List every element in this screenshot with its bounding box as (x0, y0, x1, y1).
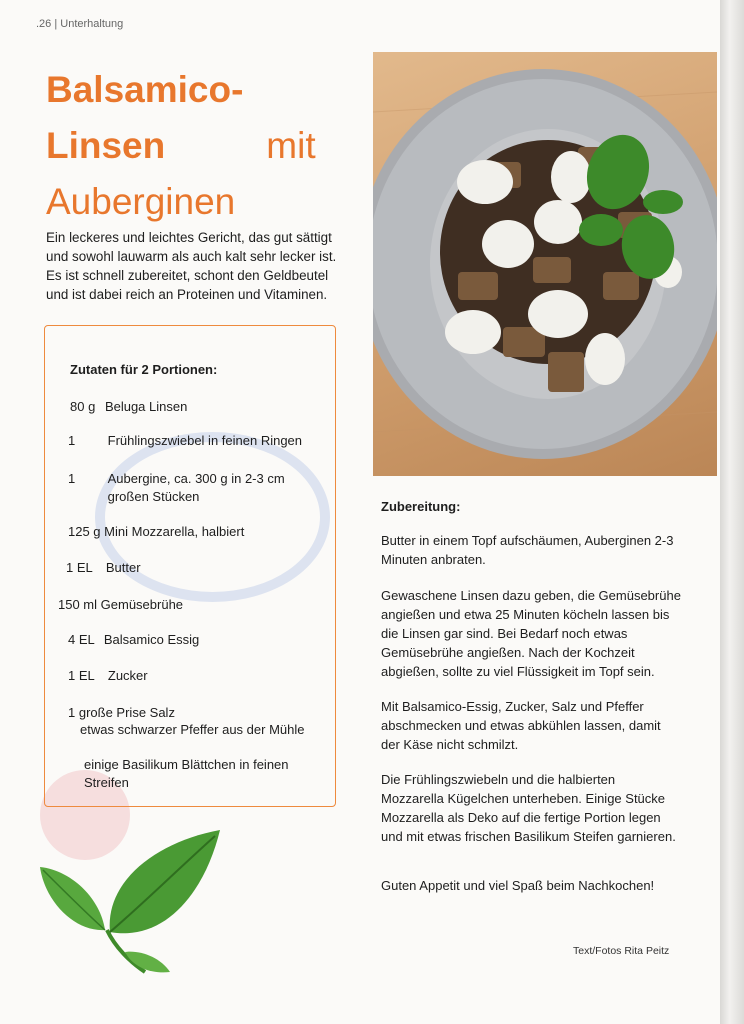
ingredient-amount: 125 g (68, 524, 101, 539)
preparation-step: Butter in einem Topf aufschäumen, Auberginen 2-3 Minuten anbraten. (381, 533, 674, 567)
preparation-heading: Zubereitung: (381, 499, 461, 514)
ingredient-item (68, 432, 302, 450)
ingredient-amount: 150 ml (58, 597, 98, 612)
ingredient-text: etwas schwarzer Pfeffer aus der Mühle (80, 722, 305, 737)
preparation-step: Gewaschene Linsen dazu geben, die Gemüsebrühe angießen und etwa 25 Minuten köcheln lassen bis die Linsen gar sind. Bei Bedarf noch etwas Gemüsebrühe angießen. Nach der Kochzeit abgießen, sollte zu viel Flüssigkeit im Topf sein. (381, 588, 681, 679)
plate-illustration (373, 52, 717, 476)
basil-leaf-illustration (35, 822, 225, 982)
preparation-step: Mit Balsamico-Essig, Zucker, Salz und Pfeffer abschmecken und etwas abkühlen lassen, damit der Käse nicht schmilzt. (381, 699, 661, 752)
ingredient-amount: 1 (68, 471, 76, 486)
ingredient-amount: 1 EL (68, 668, 95, 683)
ingredient-item (70, 398, 187, 416)
page-header: .26 | Unterhaltung (36, 18, 124, 30)
ingredient-amount: 1 (68, 433, 76, 448)
intro-text: Ein leckeres und leichtes Gericht, das gut sättigt und sowohl lauwarm als auch kalt sehr lecker ist. Es ist schnell zubereitet, schont den Geldbeutel und ist dabei reich an Proteinen und Vitaminen. (46, 230, 337, 302)
recipe-title (46, 62, 346, 230)
ingredient-item (68, 470, 318, 506)
ingredient-amount: 80 g (70, 399, 96, 414)
ingredient-item (68, 704, 175, 722)
ingredient-item (84, 756, 314, 792)
dish-photo (373, 52, 717, 476)
ingredient-amount: 4 EL (68, 632, 95, 647)
ingredient-item (66, 559, 141, 577)
ingredient-amount: 1 EL (66, 560, 93, 575)
ingredient-text: Beluga Linsen (104, 399, 188, 414)
ingredient-text: Frühlingszwiebel in feinen Ringen (107, 433, 303, 448)
preparation-step: Die Frühlingszwiebeln und die halbierten Mozzarella Kügelchen unterheben. Einige Stücke Mozzarella als Deko auf die fertige Portion legen und mit etwas frischen Basilikum Steifen garnieren. (381, 772, 676, 844)
ingredient-text: Gemüsebrühe (100, 597, 184, 612)
ingredient-text: einige Basilikum Blättchen in feinen Streifen (84, 757, 289, 790)
preparation-closing: Guten Appetit und viel Spaß beim Nachkochen! (381, 878, 655, 893)
ingredient-item (68, 667, 148, 685)
photo-credit: Text/Fotos Rita Peitz (573, 945, 670, 957)
ingredient-amount: 1 (68, 705, 76, 720)
ingredient-text: Mini Mozzarella, halbiert (104, 524, 245, 539)
page-spine (720, 0, 744, 1024)
ingredient-item (68, 631, 199, 649)
ingredient-text: große Prise Salz (78, 705, 175, 720)
ingredients-heading: Zutaten für 2 Portionen: (70, 362, 218, 377)
ingredient-item (68, 523, 244, 541)
ingredient-item (58, 596, 183, 614)
ingredient-item (80, 721, 304, 739)
title-regular: mit Auberginen (46, 125, 316, 222)
ingredient-text: Zucker (107, 668, 148, 683)
ingredient-text: Aubergine, ca. 300 g in 2-3 cm großen Stücken (107, 471, 285, 504)
ingredient-text: Butter (105, 560, 141, 575)
ingredient-text: Balsamico Essig (103, 632, 200, 647)
title-bold: Balsamico-Linsen (46, 69, 244, 166)
